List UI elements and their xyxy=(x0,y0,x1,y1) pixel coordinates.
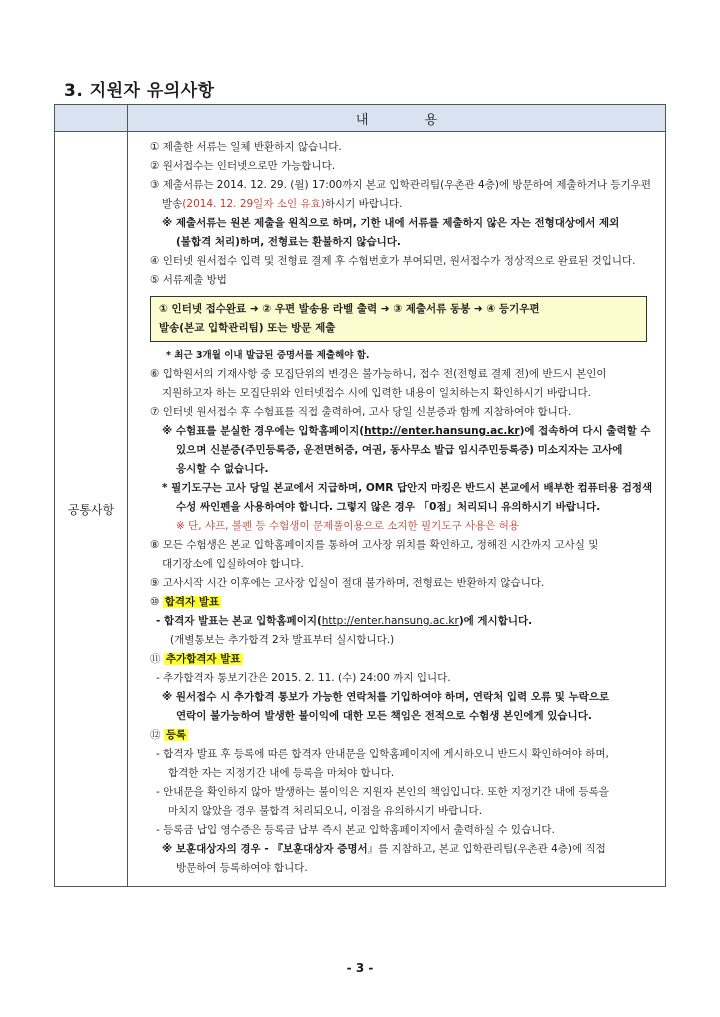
item-10-line1 xyxy=(136,612,659,631)
item-6-line2: 지원하고자 하는 모집단위와 인터넷접수 시에 입력한 내용이 일치하는지 확인하시기 바랍니다. xyxy=(162,387,591,399)
item-8-line1: ⑧ 모든 수험생은 본교 입학홈페이지를 통하여 고사장 위치를 확인하고, 정해진 시간까지 고사실 및 xyxy=(150,539,599,551)
item-7-note-text: ※ 수험표를 분실한 경우에는 입학홈페이지( xyxy=(162,425,365,437)
item-12-line4: 마치지 않았을 경우 불합격 처리되오니, 이점을 유의하시기 바랍니다. xyxy=(168,805,483,817)
row-label: 공통사항 xyxy=(55,132,128,887)
submission-flow-box xyxy=(150,296,647,342)
item-12-note-text-end: 』를 지참하고, 본교 입학관리팀(우촌관 4층)에 직접 xyxy=(367,843,606,855)
item-7-note1 xyxy=(136,422,659,441)
item-12-note2: 방문하여 등록하여야 합니다. xyxy=(176,862,308,874)
result-link[interactable]: http://enter.hansung.ac.kr xyxy=(321,615,459,627)
veteran-certificate: 보훈대상자 증명서 xyxy=(282,843,368,855)
item-4: ④ 인터넷 원서접수 입력 및 전형료 결제 후 수험번호가 부여되면, 원서접수가 정상적으로 완료된 것입니다. xyxy=(150,255,636,267)
header-content-cell: 내 용 xyxy=(128,105,666,132)
content-cell xyxy=(128,132,666,887)
section-title: 3. 지원자 유의사항 xyxy=(64,81,215,101)
item-7-line1: ⑦ 인터넷 원서접수 후 수험표를 직접 출력하여, 고사 당일 신분증과 함께 지참하여야 합니다. xyxy=(150,406,572,418)
item-12-line5: - 등록금 납입 영수증은 등록금 납부 즉시 본교 입학홈페이지에서 출력하실 수 있습니다. xyxy=(156,824,555,836)
item-12-note1 xyxy=(136,840,659,859)
item-3-line2 xyxy=(136,195,659,214)
item-7-note-text-end: )에 접속하여 다시 출력할 수 xyxy=(519,425,651,437)
item-10-title: 합격자 발표 xyxy=(164,596,220,608)
item-10-text: - 합격자 발표는 본교 입학홈페이지( xyxy=(156,615,322,627)
item-12-note-text: ※ 보훈대상자의 경우 - 『 xyxy=(162,843,283,855)
item-10-line2: (개별통보는 추가합격 2차 발표부터 실시합니다.) xyxy=(170,634,395,646)
item-2: ② 원서접수는 인터넷으로만 가능합니다. xyxy=(150,160,336,172)
item-10-text-end: )에 게시합니다. xyxy=(458,615,533,627)
page-number: - 3 - xyxy=(346,961,374,975)
item-7-note5: 수성 싸인펜을 사용하여야 합니다. 그렇지 않은 경우 「0점」처리되니 유의하시기 바랍니다. xyxy=(176,501,601,513)
item-12-line2: 합격한 자는 지정기간 내에 등록을 마쳐야 합니다. xyxy=(168,767,395,779)
item-12-title: 등록 xyxy=(165,729,187,741)
item-8-line2: 대기장소에 입실하여야 합니다. xyxy=(162,558,304,570)
item-3-line1: ③ 제출서류는 2014. 12. 29. (월) 17:00까지 본교 입학관리팀(우촌관 4층)에 방문하여 제출하거나 등기우편 xyxy=(150,179,651,191)
item-3-note2: (불합격 처리)하며, 전형료는 환불하지 않습니다. xyxy=(176,236,401,248)
item-11-number: ⑪ xyxy=(150,653,161,665)
flow-line2: 발송(본교 입학관리팀) 또는 방문 제출 xyxy=(159,322,336,334)
item-5: ⑤ 서류제출 방법 xyxy=(150,274,227,286)
item-6-line1: ⑥ 입학원서의 기재사항 중 모집단위의 변경은 불가능하니, 접수 전(전형료 결제 전)에 반드시 본인이 xyxy=(150,368,607,380)
flow-line1: ① 인터넷 접수완료 ➜ ② 우편 발송용 라벨 출력 ➜ ③ 제출서류 동봉 ➜ ④ 등기우편 xyxy=(159,303,540,315)
item-12-line1: - 합격자 발표 후 등록에 따른 합격자 안내문을 입학홈페이지에 게시하오니 반드시 확인하여야 하며, xyxy=(156,748,609,760)
notice-table xyxy=(54,104,666,887)
item-11-note1: ※ 원서접수 시 추가합격 통보가 가능한 연락처를 기입하여야 하며, 연락처 입력 오류 및 누락으로 xyxy=(162,691,610,703)
item-3-note1: ※ 제출서류는 원본 제출을 원칙으로 하며, 기한 내에 서류를 제출하지 않은 자는 전형대상에서 제외 xyxy=(162,217,620,229)
item-10-number: ⑩ xyxy=(150,596,160,608)
item-12-line3: - 안내문을 확인하지 않아 발생하는 불이익은 지원자 본인의 책임입니다. 또한 지정기간 내에 등록을 xyxy=(156,786,609,798)
header-label-cell xyxy=(55,105,128,132)
item-11-line1: - 추가합격자 통보기간은 2015. 2. 11. (수) 24:00 까지 입니다. xyxy=(156,672,451,684)
item-12-number: ⑫ xyxy=(150,729,161,741)
homepage-link[interactable]: http://enter.hansung.ac.kr xyxy=(364,425,520,437)
table-header-row xyxy=(55,105,666,132)
item-3-text-end: 하시기 바랍니다. xyxy=(324,198,403,210)
item-12-heading xyxy=(136,726,659,745)
item-11-heading xyxy=(136,650,659,669)
item-3-text: 발송 xyxy=(162,198,183,210)
item-7-note4: * 필기도구는 고사 당일 본교에서 지급하며, OMR 답안지 마킹은 반드시 본교에서 배부한 컴퓨터용 검정색 xyxy=(162,482,653,494)
item-3-red-note: (2014. 12. 29일자 소인 유효) xyxy=(182,198,325,210)
item-7-note3: 응시할 수 없습니다. xyxy=(176,463,269,475)
item-11-title: 추가합격자 발표 xyxy=(165,653,241,665)
item-7-note2: 있으며 신분증(주민등록증, 운전면허증, 여권, 동사무소 발급 임시주민등록증) 미소지자는 고사에 xyxy=(176,444,623,456)
item-1: ① 제출한 서류는 일체 반환하지 않습니다. xyxy=(150,141,342,153)
item-5-note: * 최근 3개월 이내 발급된 증명서를 제출해야 함. xyxy=(166,350,370,361)
item-9: ⑨ 고사시작 시간 이후에는 고사장 입실이 절대 불가하며, 전형료는 반환하지 않습니다. xyxy=(150,577,545,589)
item-7-red-note: ※ 단, 샤프, 볼펜 등 수험생이 문제풀이용으로 소지한 필기도구 사용은 허용 xyxy=(176,520,519,532)
item-10-heading xyxy=(136,593,659,612)
table-body-row xyxy=(55,132,666,887)
item-11-note2: 연락이 불가능하여 발생한 불이익에 대한 모든 책임은 전적으로 수험생 본인에게 있습니다. xyxy=(176,710,592,722)
